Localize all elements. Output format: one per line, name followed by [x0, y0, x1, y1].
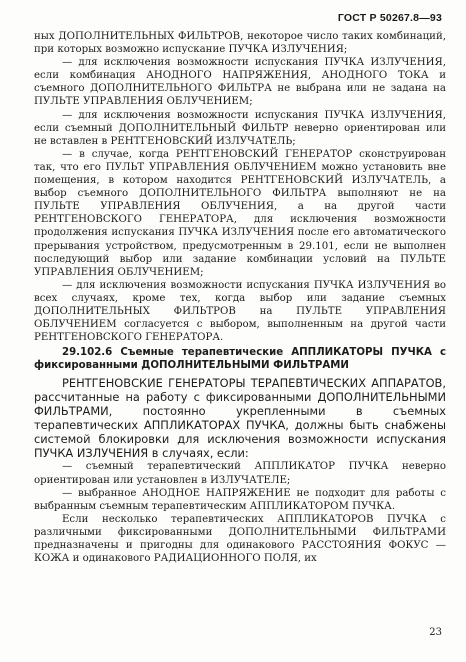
document-header: ГОСТ Р 50267.8—93 — [337, 12, 442, 24]
paragraph: Если несколько терапевтических АППЛИКАТОРОВ ПУЧКА с различными фиксированными ДОПОЛНИТЕЛЬНЫМИ ФИЛЬТРАМИ предназначены и пригодны для одинакового РАССТОЯНИЯ ФОКУС — КОЖА и одинакового РАДИАЦИОННОГО ПОЛЯ, их — [34, 513, 446, 565]
paragraph: — выбранное АНОДНОЕ НАПРЯЖЕНИЕ не подходит для работы с выбранным съемным терапевтическим АППЛИКАТОРОМ ПУЧКА. — [34, 487, 446, 512]
document-body — [34, 30, 446, 565]
paragraph: — для исключения возможности испускания ПУЧКА ИЗЛУЧЕНИЯ во всех случаях, кроме тех, когда выбор или задание съемных ДОПОЛНИТЕЛЬНЫХ ФИЛЬТРОВ на ПУЛЬТЕ УПРАВЛЕНИЯ ОБЛУЧЕНИЕМ согласуется с выбором, выполненным на другой части РЕНТГЕНОВСКОГО ГЕНЕРАТОРА. — [34, 279, 446, 344]
section-heading: 29.102.6 Съемные терапевтические АППЛИКАТОРЫ ПУЧКА с фиксированными ДОПОЛНИТЕЛЬНЫМИ ФИЛЬТРАМИ — [34, 347, 446, 372]
paragraph: — для исключения возможности испускания ПУЧКА ИЗЛУЧЕНИЯ, если комбинация АНОДНОГО НАПРЯЖЕНИЯ, АНОДНОГО ТОКА и съемного ДОПОЛНИТЕЛЬНОГО ФИЛЬТРА не выбрана или не задана на ПУЛЬТЕ УПРАВЛЕНИЯ ОБЛУЧЕНИЕМ; — [34, 57, 446, 108]
paragraph: — съемный терапевтический АППЛИКАТОР ПУЧКА неверно ориентирован или установлен в ИЗЛУЧАТЕЛЕ; — [34, 461, 446, 486]
paragraph: — для исключения возможности испускания ПУЧКА ИЗЛУЧЕНИЯ, если съемный ДОПОЛНИТЕЛЬНЫЙ ФИЛЬТР неверно ориентирован или не вставлен в РЕНТГЕНОВСКИЙ ИЗЛУЧАТЕЛЬ; — [34, 109, 446, 147]
paragraph: — в случае, когда РЕНТГЕНОВСКИЙ ГЕНЕРАТОР сконструирован так, что его ПУЛЬТ УПРАВЛЕНИЯ ОБЛУЧЕНИЕМ можно установить вне помещения, в котором находится РЕНТГЕНОВСКИЙ ИЗЛУЧАТЕЛЬ, а выбор съемного ДОПОЛНИТЕЛЬНОГО ФИЛЬТРА выполняют не на ПУЛЬТЕ УПРАВЛЕНИЯ ОБЛУЧЕНИЯ, а на другой части РЕНТГЕНОВСКОГО ГЕНЕРАТОРА, для исключения возможности продолжения испускания ПУЧКА ИЗЛУЧЕНИЯ после его автоматического прерывания устройством, предусмотренным в 29.101, если не выполнен последующий выбор или задание комбинации условий на ПУЛЬТЕ УПРАВЛЕНИЯ ОБЛУЧЕНИЕМ; — [34, 148, 446, 278]
paragraph: ных ДОПОЛНИТЕЛЬНЫХ ФИЛЬТРОВ, некоторое число таких комбинаций, при которых возможно испускание ПУЧКА ИЗЛУЧЕНИЯ; — [34, 31, 446, 56]
paragraph: РЕНТГЕНОВСКИЕ ГЕНЕРАТОРЫ ТЕРАПЕВТИЧЕСКИХ АППАРАТОВ, рассчитанные на работу с фиксированными ДОПОЛНИТЕЛЬНЫМИ ФИЛЬТРАМИ, постоянно укрепленными в съемных терапевтических АППЛИКАТОРАХ ПУЧКА, должны быть снабжены системой блокировки для исключения возможности испускания ПУЧКА ИЗЛУЧЕНИЯ в случаях, если: — [34, 376, 446, 461]
page-number: 23 — [429, 627, 442, 638]
